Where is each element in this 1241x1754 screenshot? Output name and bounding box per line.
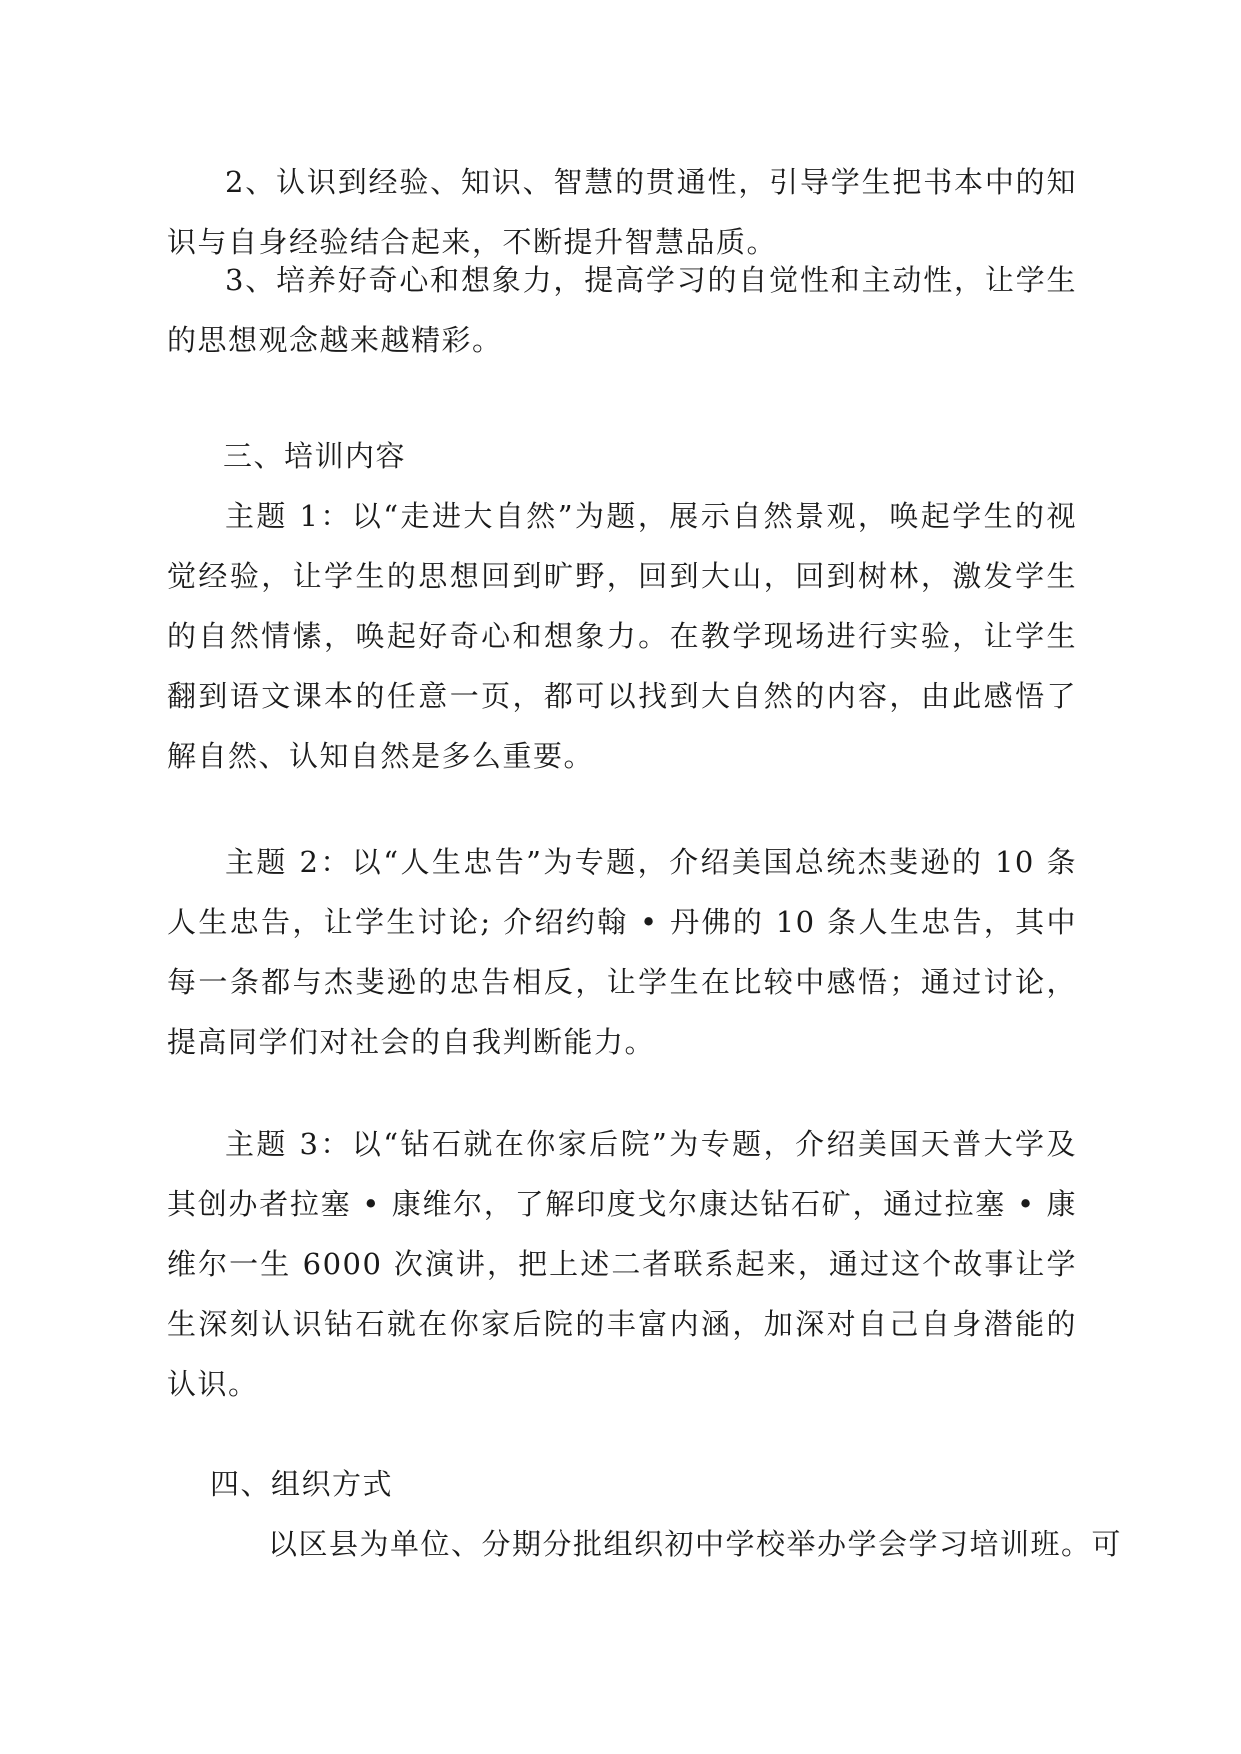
paragraph-objective-3: 3、培养好奇心和想象力，提高学习的自觉性和主动性，让学生的思想观念越来越精彩。	[167, 263, 1077, 357]
section-heading-organization: 四、组织方式	[210, 1467, 394, 1501]
paragraph-theme-2: 主题 2：以“人生忠告”为专题，介绍美国总统杰斐逊的 10 条人生忠告，让学生讨论; 介绍约翰 • 丹佛的 10 条人生忠告，其中每一条都与杰斐逊的忠告相反，让学生在比较中感悟；通过讨论，提高同学们对社会的自我判断能力。	[167, 845, 1077, 1059]
paragraph-theme-1: 主题 1：以“走进大自然”为题，展示自然景观，唤起学生的视觉经验，让学生的思想回到旷野，回到大山，回到树林，激发学生的自然情愫，唤起好奇心和想象力。在教学现场进行实验，让学生翻到语文课本的任意一页，都可以找到大自然的内容，由此感悟了解自然、认知自然是多么重要。	[167, 499, 1077, 773]
paragraph-objective-2: 2、认识到经验、知识、智慧的贯通性，引导学生把书本中的知识与自身经验结合起来，不断提升智慧品质。	[167, 165, 1077, 259]
paragraph-organization: 以区县为单位、分期分批组织初中学校举办学会学习培训班。可	[268, 1527, 1123, 1561]
section-heading-training-content: 三、培训内容	[223, 439, 407, 473]
paragraph-theme-3: 主题 3：以“钻石就在你家后院”为专题，介绍美国天普大学及其创办者拉塞 • 康维尔，了解印度戈尔康达钻石矿，通过拉塞 • 康维尔一生 6000 次演讲，把上述二者联系起来，通过这个故事让学生深刻认识钻石就在你家后院的丰富内涵，加深对自己自身潜能的认识。	[167, 1127, 1077, 1401]
